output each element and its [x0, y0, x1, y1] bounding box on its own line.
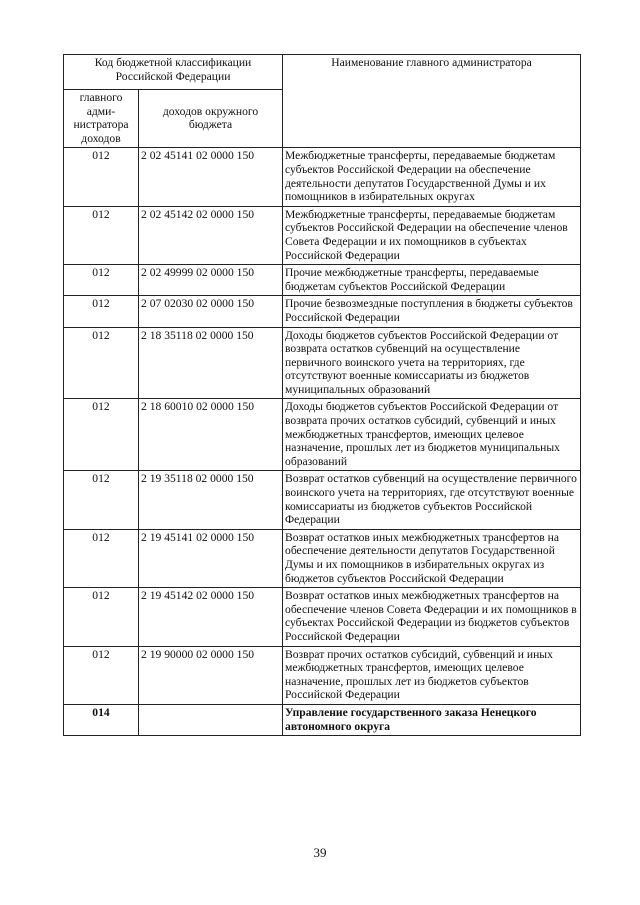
administrator-name-cell: Возврат прочих остатков субсидий, субвенций и иных межбюджетных трансфертов, имеющих целевое назначение, прошлых лет из бюджетов субъектов Российской Федерации: [283, 646, 581, 704]
administrator-code-cell: 012: [64, 265, 139, 296]
income-code-cell: 2 19 90000 02 0000 150: [139, 646, 283, 704]
table-row: [64, 529, 581, 587]
budget-classification-table: [63, 54, 581, 736]
header-row-group: [64, 55, 581, 90]
administrator-name-cell: Доходы бюджетов субъектов Российской Федерации от возврата прочих остатков субсидий, субвенций и иных межбюджетных трансфертов, имеющих целевое назначение, прошлых лет из бюджетов муниципальных образований: [283, 399, 581, 471]
administrator-code-cell: 012: [64, 529, 139, 587]
income-code-cell: [139, 704, 283, 735]
income-code-cell: 2 18 35118 02 0000 150: [139, 327, 283, 399]
administrator-code-cell: 012: [64, 588, 139, 646]
income-code-cell: 2 02 45141 02 0000 150: [139, 148, 283, 206]
administrator-code-cell: 014: [64, 704, 139, 735]
table-row: [64, 265, 581, 296]
table-row: [64, 704, 581, 735]
header-district-budget-income: доходов окружного бюджета: [139, 90, 283, 148]
administrator-name-cell: Межбюджетные трансферты, передаваемые бюджетам субъектов Российской Федерации на обеспечение членов Совета Федерации и их помощников в субъектах Российской Федерации: [283, 206, 581, 264]
administrator-name-cell: Межбюджетные трансферты, передаваемые бюджетам субъектов Российской Федерации на обеспечение деятельности депутатов Государственной Думы и их помощников в избирательных округах: [283, 148, 581, 206]
income-code-cell: 2 19 45141 02 0000 150: [139, 529, 283, 587]
header-administrator-name: Наименование главного администратора: [283, 55, 581, 148]
administrator-code-cell: 012: [64, 296, 139, 327]
header-budget-classification: Код бюджетной классификации Российской Федерации: [64, 55, 283, 90]
administrator-code-cell: 012: [64, 327, 139, 399]
administrator-name-cell: Доходы бюджетов субъектов Российской Федерации от возврата остатков субвенций на осуществление первичного воинского учета на территориях, где отсутствуют военные комиссариаты из бюджетов муниципальных образований: [283, 327, 581, 399]
table-row: [64, 148, 581, 206]
administrator-code-cell: 012: [64, 646, 139, 704]
income-code-cell: 2 18 60010 02 0000 150: [139, 399, 283, 471]
income-code-cell: 2 07 02030 02 0000 150: [139, 296, 283, 327]
administrator-name-cell: Прочие безвозмездные поступления в бюджеты субъектов Российской Федерации: [283, 296, 581, 327]
table-body: [64, 148, 581, 736]
administrator-name-cell: Управление государственного заказа Ненецкого автономного округа: [283, 704, 581, 735]
header-main-administrator: главного адми-нистратора доходов: [64, 90, 139, 148]
table-row: [64, 646, 581, 704]
administrator-name-cell: Прочие межбюджетные трансферты, передаваемые бюджетам субъектов Российской Федерации: [283, 265, 581, 296]
administrator-name-cell: Возврат остатков иных межбюджетных трансфертов на обеспечение членов Совета Федерации и их помощников в субъектах Российской Федерации из бюджетов субъектов Российской Федерации: [283, 588, 581, 646]
administrator-code-cell: 012: [64, 206, 139, 264]
administrator-name-cell: Возврат остатков субвенций на осуществление первичного воинского учета на территориях, где отсутствуют военные комиссариаты из бюджетов субъектов Российской Федерации: [283, 471, 581, 529]
table-row: [64, 206, 581, 264]
table-row: [64, 471, 581, 529]
table-row: [64, 327, 581, 399]
administrator-code-cell: 012: [64, 471, 139, 529]
income-code-cell: 2 19 35118 02 0000 150: [139, 471, 283, 529]
income-code-cell: 2 19 45142 02 0000 150: [139, 588, 283, 646]
table-row: [64, 399, 581, 471]
administrator-name-cell: Возврат остатков иных межбюджетных трансфертов на обеспечение деятельности депутатов Государственной Думы и их помощников в избирательных округах из бюджетов субъектов Российской Федерации: [283, 529, 581, 587]
administrator-code-cell: 012: [64, 399, 139, 471]
table-row: [64, 588, 581, 646]
income-code-cell: 2 02 45142 02 0000 150: [139, 206, 283, 264]
administrator-code-cell: 012: [64, 148, 139, 206]
page-number: 39: [313, 845, 327, 860]
income-code-cell: 2 02 49999 02 0000 150: [139, 265, 283, 296]
table-row: [64, 296, 581, 327]
